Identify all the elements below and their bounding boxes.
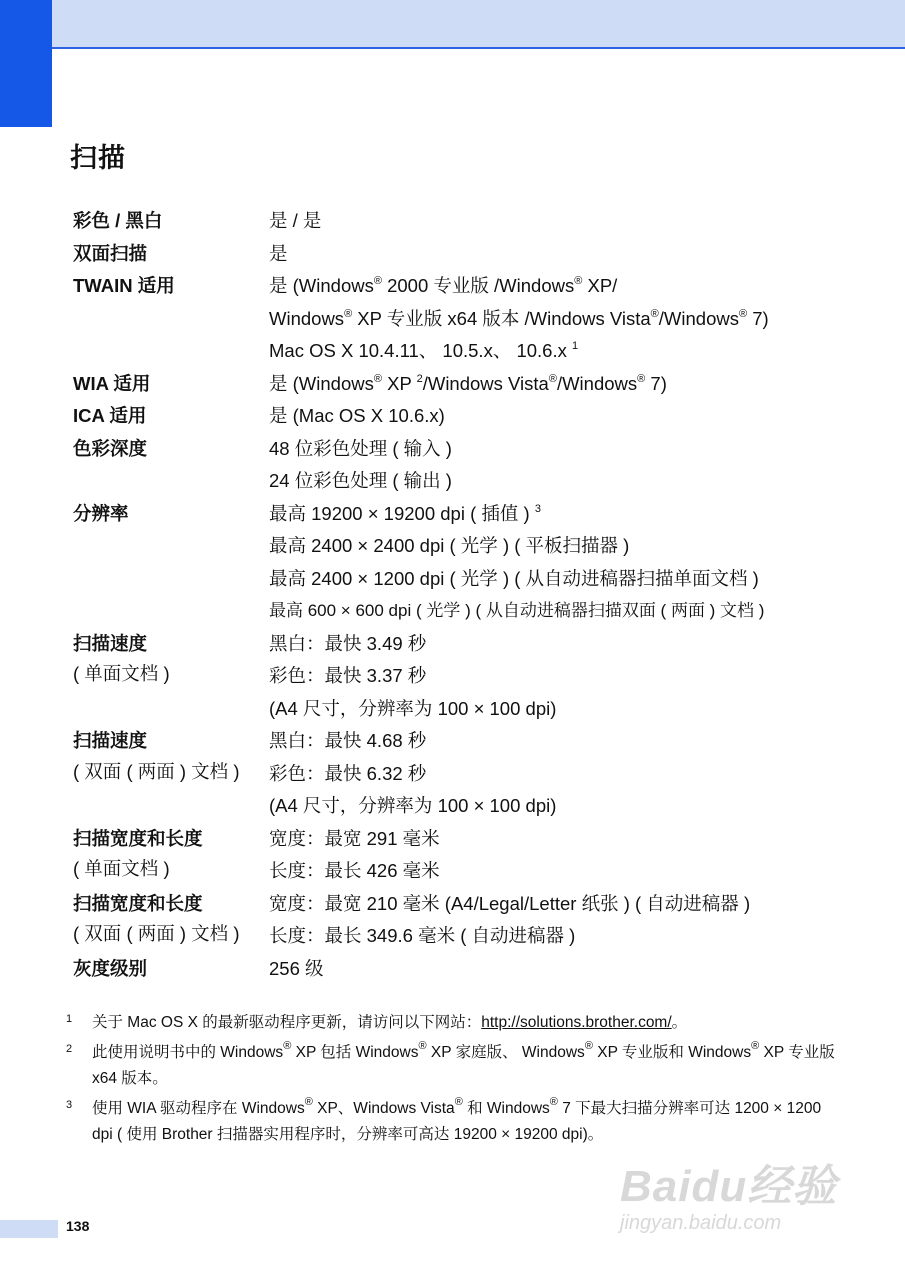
chapter-tab — [0, 0, 52, 127]
page-number: 138 — [66, 1218, 90, 1234]
spec-row — [73, 888, 853, 953]
value-line: 是 / 是 — [269, 210, 322, 231]
spec-row — [73, 433, 853, 498]
value-line: 是 (Windows® XP $^2$/Windows Vista®/Windows® 7) — [269, 372, 667, 394]
footnote-text: 此使用说明书中的 Windows® XP 包括 Windows® XP 家庭版、 Windows® XP 专业版和 Windows® XP 专业版 x64 版本。 — [92, 1040, 835, 1087]
footnote-tail: 。 — [671, 1014, 688, 1031]
spec-label: WIA 适用 — [73, 372, 151, 394]
spec-label — [73, 628, 269, 726]
spec-value — [269, 498, 853, 628]
value-line: (A4 尺寸，分辨率为 100 × 100 dpi) — [269, 697, 557, 719]
value-line: Windows® XP 专业版 x64 版本 /Windows Vista®/Windows® 7) — [269, 307, 769, 329]
value-line: 长度：最长 349.6 毫米 ( 自动进稿器 ) — [269, 925, 576, 946]
watermark-url: jingyan.baidu.com — [620, 1212, 782, 1234]
footnote — [66, 1096, 836, 1148]
footnote — [66, 1040, 836, 1092]
value-line: 256 级 — [269, 957, 324, 979]
page-title: 扫描 — [70, 143, 126, 173]
spec-label: TWAIN 适用 — [73, 275, 175, 296]
value-line: 是 (Mac OS X 10.6.x) — [269, 405, 445, 426]
value-line: 是 (Windows® 2000 专业版 /Windows® XP/ — [269, 275, 618, 296]
spec-sublabel: ( 单面文档 ) — [73, 663, 170, 684]
spec-row — [73, 400, 853, 433]
spec-row — [73, 953, 853, 986]
spec-value — [269, 823, 853, 888]
spec-value — [269, 888, 853, 953]
footnote-text: 使用 WIA 驱动程序在 Windows® XP、Windows Vista® 和 Windows® 7 下最大扫描分辨率可达 1200 × 1200 dpi ( 使用 Brother 扫描器实用程序时，分辨率可高达 19200 × 19200 dpi)。 — [92, 1096, 822, 1143]
value-line: 是 — [269, 242, 288, 264]
spec-row — [73, 205, 853, 238]
baidu-watermark — [620, 1150, 850, 1260]
value-line: 24 位彩色处理 ( 输出 ) — [269, 470, 452, 491]
footnote-body: 关于 Mac OS X 的最新驱动程序更新，请访问以下网站： — [92, 1014, 482, 1031]
spec-label: 双面扫描 — [73, 242, 148, 264]
spec-value — [269, 238, 853, 271]
spec-table — [73, 205, 853, 985]
spec-label-text: 扫描速度 — [73, 632, 148, 654]
value-line: 最高 19200 × 19200 dpi ( 插值 ) $^3$ — [269, 502, 541, 524]
spec-label: 灰度级别 — [73, 957, 148, 979]
value-line: 黑白：最快 3.49 秒 — [269, 632, 427, 654]
spec-value — [269, 270, 853, 368]
spec-row — [73, 628, 853, 726]
value-line: 宽度：最宽 291 毫米 — [269, 827, 440, 849]
spec-label: 分辨率 — [73, 502, 129, 524]
spec-value — [269, 953, 853, 986]
value-line: 彩色：最快 3.37 秒 — [269, 665, 427, 686]
footnote-number: 1 — [66, 1013, 73, 1025]
spec-label: ICA 适用 — [73, 405, 147, 426]
solutions-link[interactable]: http://solutions.brother.com/ — [481, 1014, 672, 1031]
footer-band — [0, 1220, 58, 1238]
value-line: Mac OS X 10.4.11、 10.5.x、 10.6.x $^1$ — [269, 340, 579, 361]
value-line: 黑白：最快 4.68 秒 — [269, 730, 427, 751]
spec-row — [73, 270, 853, 368]
spec-row — [73, 498, 853, 628]
watermark-logo: Baidu经验 — [620, 1162, 838, 1211]
footnote-text — [92, 1010, 836, 1036]
spec-value — [269, 725, 853, 823]
footnote-number: 2 — [66, 1043, 73, 1055]
value-line: 最高 600 × 600 dpi ( 光学 ) ( 从自动进稿器扫描双面 ( 两面 ) 文档 ) — [269, 601, 765, 620]
spec-sublabel: ( 单面文档 ) — [73, 858, 170, 879]
spec-label-text: 扫描速度 — [73, 730, 148, 751]
value-line: (A4 尺寸，分辨率为 100 × 100 dpi) — [269, 795, 557, 816]
spec-label — [73, 823, 269, 888]
spec-value — [269, 205, 853, 238]
footnotes — [66, 1010, 836, 1152]
spec-label: 彩色 / 黑白 — [73, 210, 163, 231]
spec-value — [269, 433, 853, 498]
header-band — [0, 0, 905, 49]
spec-row — [73, 823, 853, 888]
spec-sublabel: ( 双面 ( 两面 ) 文档 ) — [73, 923, 240, 944]
value-line: 彩色：最快 6.32 秒 — [269, 762, 427, 784]
spec-row — [73, 725, 853, 823]
value-line: 宽度：最宽 210 毫米 (A4/Legal/Letter 纸张 ) ( 自动进稿器 ) — [269, 892, 751, 914]
spec-label: 色彩深度 — [73, 437, 148, 459]
spec-label-text: 扫描宽度和长度 — [73, 892, 203, 914]
spec-value — [269, 368, 853, 401]
value-line: 最高 2400 × 2400 dpi ( 光学 ) ( 平板扫描器 ) — [269, 535, 630, 556]
value-line: 最高 2400 × 1200 dpi ( 光学 ) ( 从自动进稿器扫描单面文档 ) — [269, 567, 759, 589]
spec-label — [73, 888, 269, 953]
spec-value — [269, 628, 853, 726]
footnote-number: 3 — [66, 1099, 73, 1111]
spec-label — [73, 725, 269, 823]
spec-row — [73, 368, 853, 401]
spec-value — [269, 400, 853, 433]
spec-label-text: 扫描宽度和长度 — [73, 827, 203, 849]
footnote — [66, 1010, 836, 1036]
spec-sublabel: ( 双面 ( 两面 ) 文档 ) — [73, 760, 240, 782]
value-line: 长度：最长 426 毫米 — [269, 860, 440, 881]
spec-row — [73, 238, 853, 271]
value-line: 48 位彩色处理 ( 输入 ) — [269, 437, 452, 459]
